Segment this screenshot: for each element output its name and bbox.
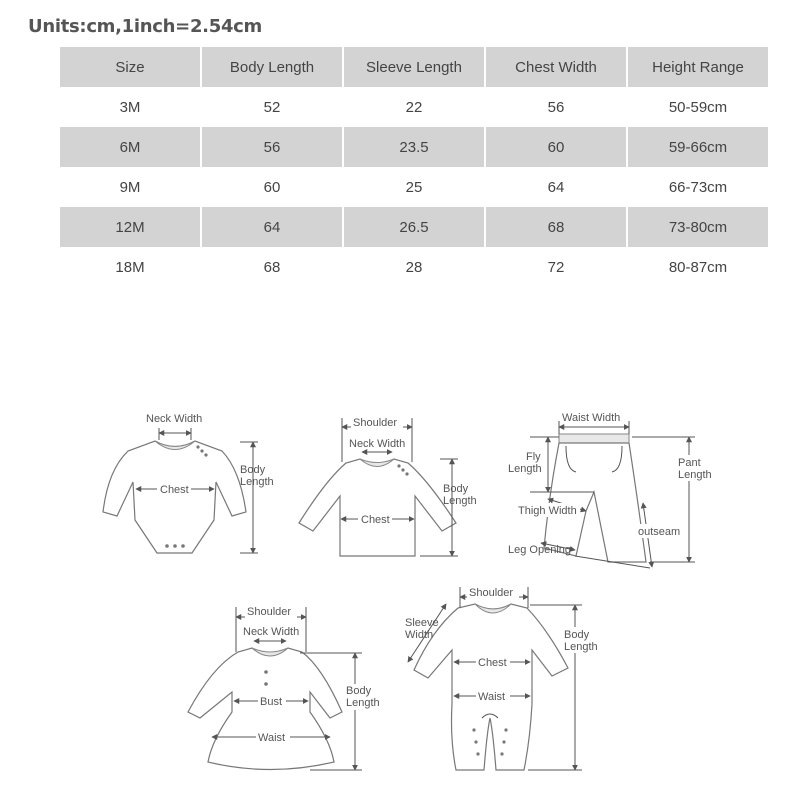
cell-size: 6M <box>60 127 200 167</box>
romper-diagram <box>405 585 604 770</box>
dress-neck-label: Neck Width <box>243 626 300 638</box>
top-neck-label: Neck Width <box>349 438 406 450</box>
cell-sleeve-length: 23.5 <box>344 127 484 167</box>
dress-shoulder-label: Shoulder <box>247 606 292 618</box>
header-size: Size <box>60 47 200 87</box>
pants-thigh-label: Thigh Width <box>518 505 577 517</box>
cell-size: 12M <box>60 207 200 247</box>
pants-leg-label: Leg Opening <box>508 544 571 556</box>
top-shoulder-label: Shoulder <box>353 417 398 429</box>
dress-outline <box>188 648 342 770</box>
cell-chest-width: 56 <box>547 98 565 116</box>
cell-size: 18M <box>115 258 145 276</box>
top-diagram <box>299 416 477 556</box>
bodysuit-body-label-1: Body <box>240 464 266 476</box>
romper-chest-label: Chest <box>478 657 507 669</box>
pants-fly-label-2: Length <box>508 463 542 475</box>
cell-height-range: 59-66cm <box>628 127 768 167</box>
cell-chest-width: 68 <box>486 207 626 247</box>
top-chest-label: Chest <box>361 514 390 526</box>
pants-outseam-label: outseam <box>638 526 681 538</box>
pants-pant-label-2: Length <box>678 469 712 481</box>
cell-body-length: 64 <box>202 207 342 247</box>
cell-chest-width: 64 <box>547 178 565 196</box>
units-note: Units:cm,1inch=2.54cm <box>28 16 262 37</box>
pants-pant-label-1: Pant <box>678 457 701 469</box>
cell-sleeve-length: 25 <box>405 178 423 196</box>
cell-chest-width: 60 <box>486 127 626 167</box>
pants-waistband <box>559 434 629 443</box>
dress-body-label-2: Length <box>346 697 380 709</box>
cell-body-length: 60 <box>263 178 281 196</box>
cell-body-length: 52 <box>263 98 281 116</box>
romper-sleeve-label-1: Sleeve <box>405 617 439 629</box>
romper-body-label-2: Length <box>564 641 598 653</box>
top-body-label-1: Body <box>443 483 469 495</box>
header-body-length: Body Length <box>202 47 342 87</box>
top-body-label-2: Length <box>443 495 477 507</box>
pants-fly-label-1: Fly <box>526 451 541 463</box>
dress-body-label-1: Body <box>346 685 372 697</box>
bodysuit-outline <box>103 441 246 553</box>
cell-sleeve-length: 26.5 <box>344 207 484 247</box>
bodysuit-chest-label: Chest <box>160 484 189 496</box>
cell-height-range: 80-87cm <box>668 258 728 276</box>
header-chest-width: Chest Width <box>486 47 626 87</box>
romper-waist-label: Waist <box>478 691 506 703</box>
cell-height-range: 73-80cm <box>628 207 768 247</box>
cell-size: 9M <box>119 178 141 196</box>
bodysuit-neck-label: Neck Width <box>146 413 203 425</box>
header-sleeve-length: Sleeve Length <box>344 47 484 87</box>
romper-shoulder-label: Shoulder <box>469 587 514 599</box>
cell-body-length: 56 <box>202 127 342 167</box>
bodysuit-diagram <box>103 413 274 553</box>
header-height-range: Height Range <box>628 47 768 87</box>
pants-waist-label: Waist Width <box>562 412 621 424</box>
cell-height-range: 50-59cm <box>668 98 728 116</box>
cell-height-range: 66-73cm <box>668 178 728 196</box>
cell-sleeve-length: 22 <box>405 98 423 116</box>
pants-diagram <box>508 412 716 568</box>
dress-bust-label: Bust <box>260 696 283 708</box>
dress-diagram <box>188 605 385 770</box>
cell-sleeve-length: 28 <box>405 258 423 276</box>
cell-chest-width: 72 <box>547 258 565 276</box>
romper-body-label-1: Body <box>564 629 590 641</box>
top-outline <box>299 459 456 556</box>
cell-body-length: 68 <box>263 258 281 276</box>
cell-size: 3M <box>119 98 141 116</box>
romper-sleeve-label-2: Width <box>405 629 434 641</box>
dress-waist-label: Waist <box>258 732 286 744</box>
bodysuit-body-label-2: Length <box>240 476 274 488</box>
